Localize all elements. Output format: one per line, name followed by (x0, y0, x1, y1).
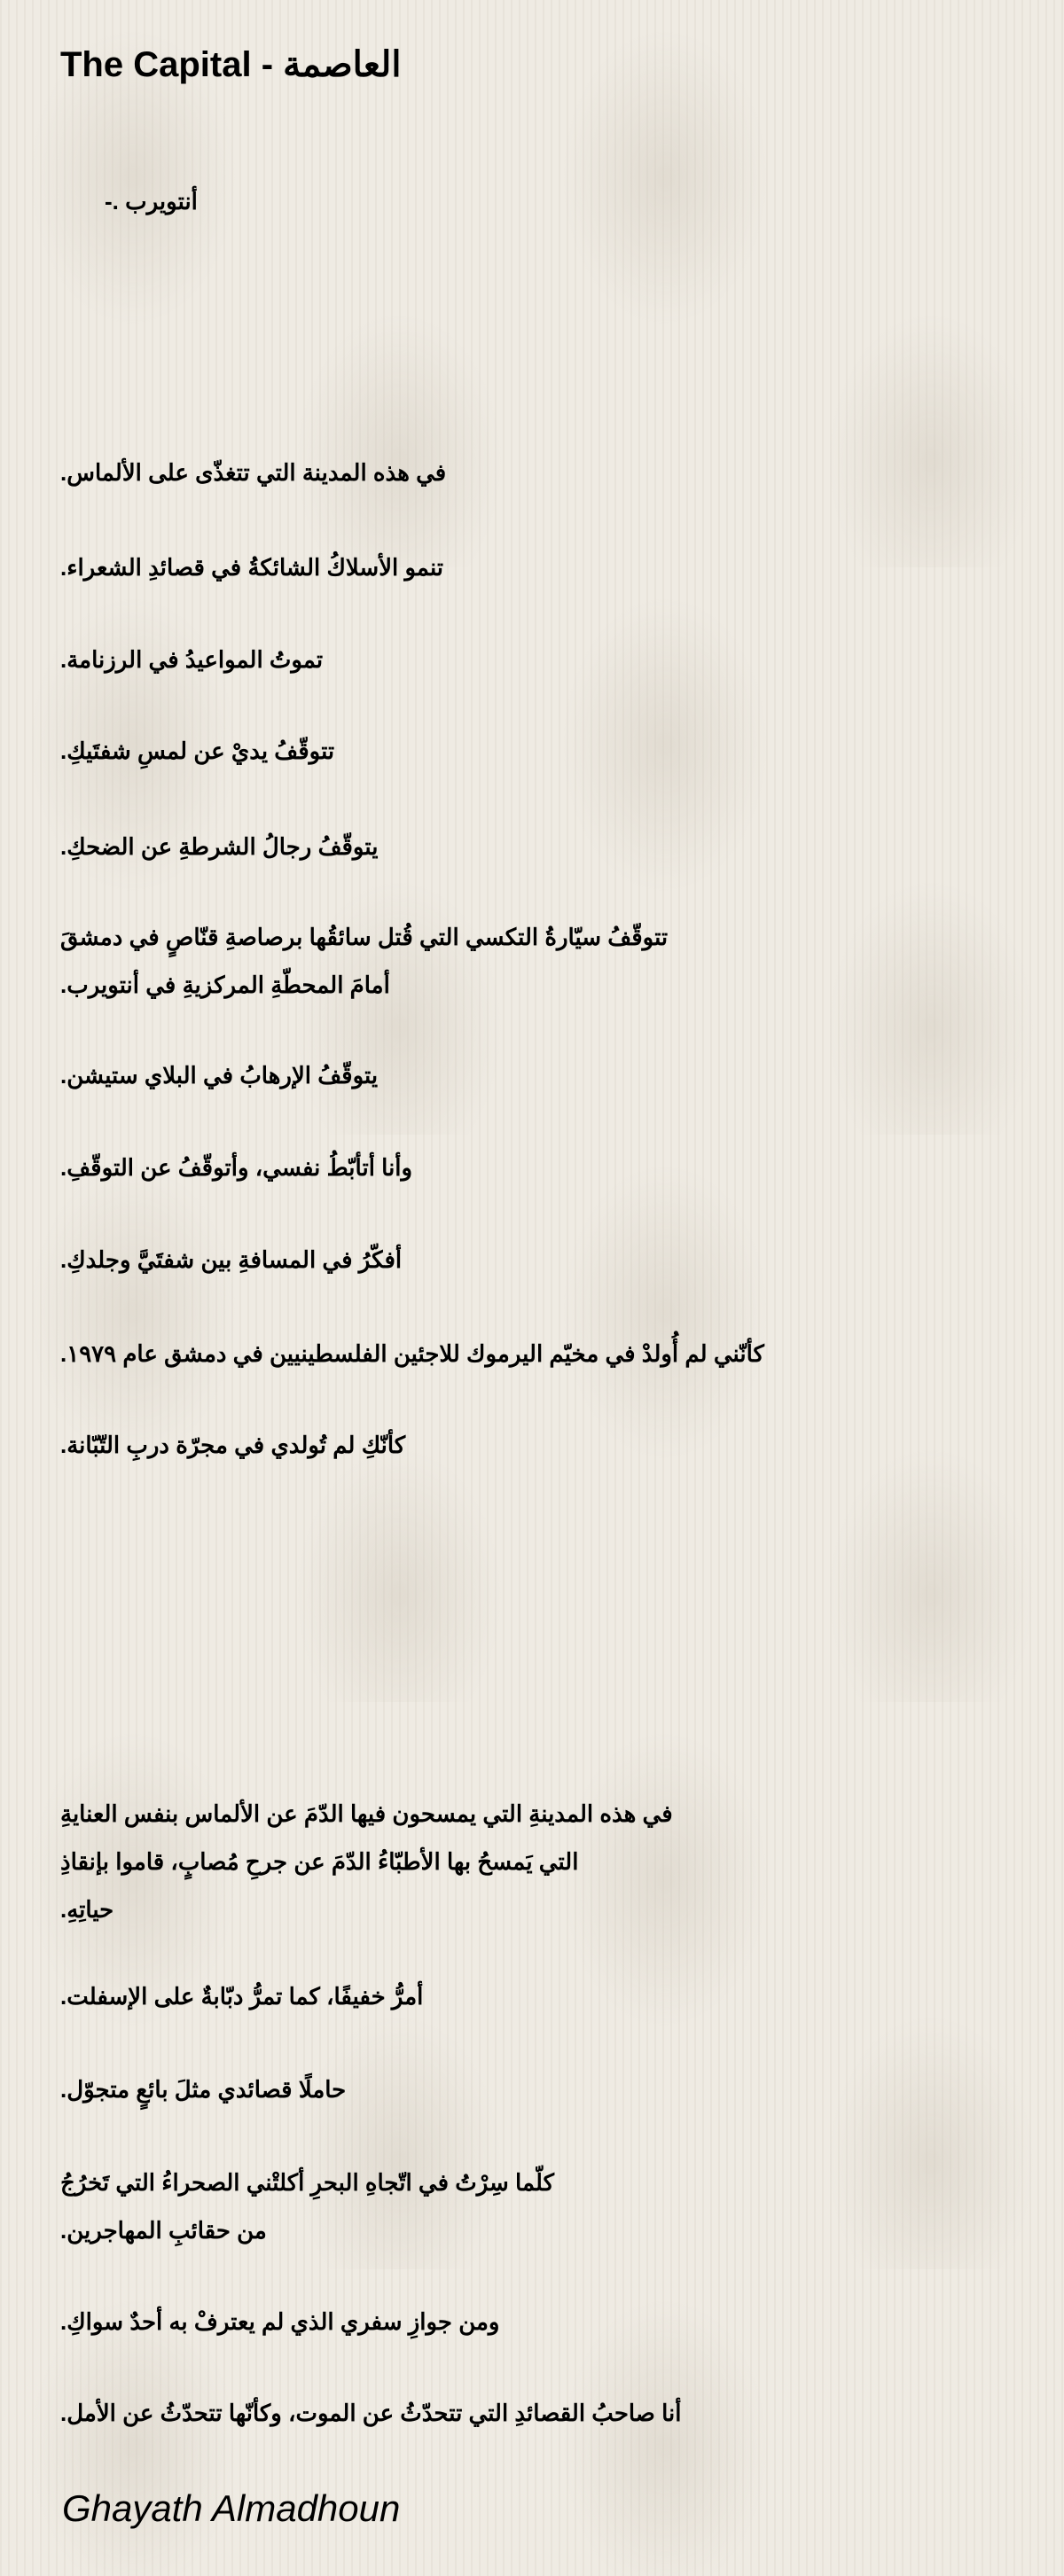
verse-line: ومن جوازِ سفري الذي لم يعترفْ به أحدٌ سواكِ. (60, 2308, 500, 2335)
verse-line: التي يَمسحُ بها الأطبّاءُ الدّمَ عن جرحِ مُصابٍ، قاموا بإنقاذِ (60, 1848, 579, 1875)
verse-line: حياتِهِ. (60, 1896, 114, 1923)
verse-stanza (60, 1421, 405, 1469)
verse-stanza (60, 1790, 673, 1933)
verse-line: تنمو الأسلاكُ الشائكةُ في قصائدِ الشعراء. (60, 554, 444, 581)
verse-line: من حقائبِ المهاجرين. (60, 2217, 267, 2244)
verse-line: كأنّني لم أُولدْ في مخيّم اليرموك للاجئين الفلسطينيين في دمشق عام ١٩٧٩. (60, 1340, 764, 1367)
verse-stanza (60, 1972, 423, 2020)
verse-line: في هذه المدينةِ التي يمسحون فيها الدّمَ عن الألماس بنفس العنايةِ (60, 1800, 673, 1827)
verse-stanza (60, 2389, 682, 2437)
verse-line: وأنا أتأبّطُ نفسي، وأتوقّفُ عن التوقّفِ. (60, 1154, 413, 1181)
verse-stanza (60, 2158, 554, 2254)
verse-stanza (60, 823, 378, 870)
verse-stanza (60, 1330, 764, 1378)
verse-line: يتوقّفُ الإرهابُ في البلاي ستيشن. (60, 1062, 379, 1089)
verse-line: أمرُّ خفيفًا، كما تمرُّ دبّابةٌ على الإسفلت. (60, 1983, 424, 2010)
verse-stanza (60, 636, 323, 683)
author-signature: Ghayath Almadhoun (62, 2487, 401, 2529)
verse-stanza (60, 2298, 500, 2346)
verse-line: حاملًا قصائدي مثلَ بائعٍ متجوّل. (60, 2076, 347, 2103)
translator-line: -. أنتويرب (105, 188, 198, 215)
verse-line: تموتُ المواعيدُ في الرزنامة. (60, 646, 324, 673)
verse-line: يتوقّفُ رجالُ الشرطةِ عن الضحكِ. (60, 833, 379, 860)
verse-line: أفكّرُ في المسافةِ بين شفتَيَّ وجلدكِ. (60, 1246, 403, 1273)
verse-line: كأنّكِ لم تُولدي في مجرّة دربِ التّبّانة. (60, 1432, 406, 1458)
verse-stanza (60, 543, 443, 591)
verse-line: كلّما سِرْتُ في اتّجاهِ البحرِ أكلتْني الصحراءُ التي تَخرُجُ (60, 2169, 554, 2196)
verse-stanza (60, 727, 334, 775)
verse-line: أمامَ المحطّةِ المركزيةِ في أنتويرب. (60, 972, 390, 998)
verse-line: تتوقّفُ سيّارةُ التكسي التي قُتل سائقُها برصاصةِ قنّاصٍ في دمشقَ (60, 924, 669, 950)
verse-stanza (60, 449, 446, 496)
verse-stanza (60, 1144, 412, 1191)
verse-line: تتوقّفُ يديْ عن لمسِ شفتَيكِ. (60, 738, 335, 764)
verse-line: في هذه المدينة التي تتغذّى على الألماس. (60, 459, 447, 486)
verse-stanza (60, 913, 668, 1009)
verse-stanza (60, 2065, 346, 2113)
verse-stanza (60, 1051, 378, 1099)
page-title: العاصمة - The Capital (60, 45, 402, 84)
verse-line: أنا صاحبُ القصائدِ التي تتحدّثُ عن الموت، وكأنّها تتحدّثُ عن الأمل. (60, 2400, 682, 2426)
verse-stanza (60, 1236, 402, 1284)
